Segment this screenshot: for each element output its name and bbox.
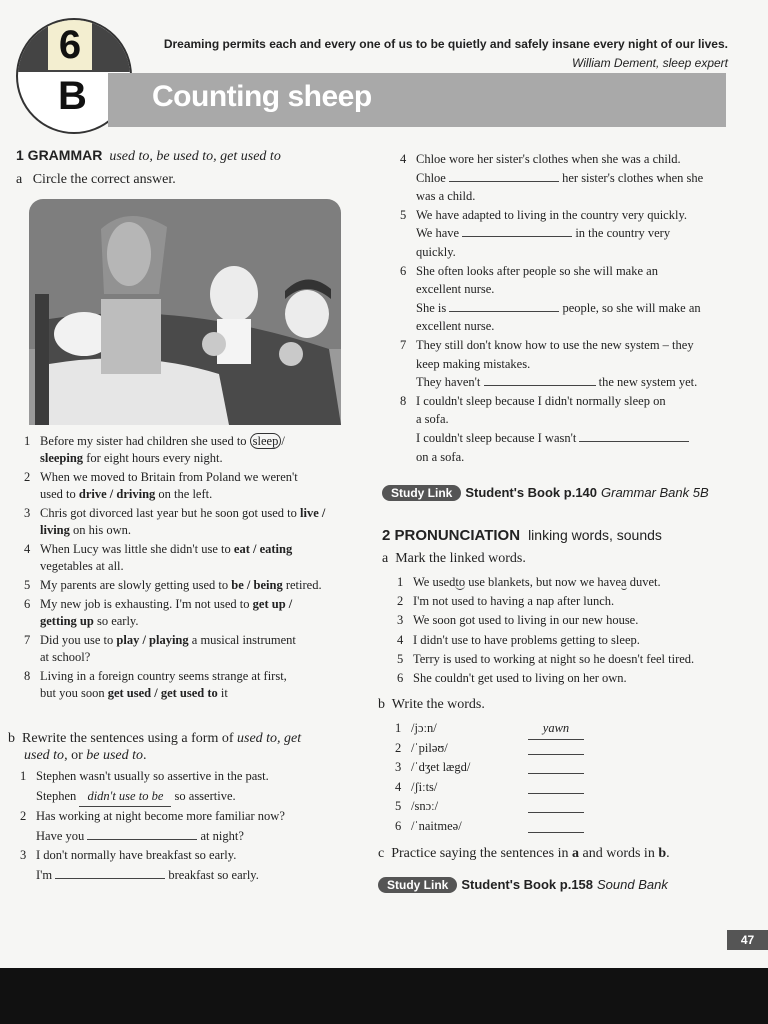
list-item: 6 She often looks after people so she will make an excellent nurse. She is people, so she will make an excellent nurse.	[400, 263, 701, 334]
option[interactable]: drive / driving	[78, 487, 156, 501]
list-item: 6 /ˈnaitmeə/	[395, 817, 595, 837]
phonetic-words	[395, 719, 595, 837]
list-item: 7 They still don't know how to use the new system – they keep making mistakes. They haven't the new system yet.	[400, 337, 698, 390]
list-item: 1 Stephen wasn't usually so assertive in the past. Stephen didn't use to be so assertive.	[20, 767, 365, 807]
answer-field[interactable]	[87, 828, 197, 840]
option[interactable]: live /	[300, 506, 326, 520]
study-link-pronunciation[interactable]	[378, 876, 668, 894]
quote-author: William Dement, sleep expert	[572, 56, 728, 70]
answer-field[interactable]	[528, 762, 584, 774]
list-item: 2 /ˈpiləʊ/	[395, 739, 595, 759]
list-item: 8 I couldn't sleep because I didn't normally sleep on a sofa. I couldn't sleep because I wasn't on a sofa.	[400, 392, 740, 466]
answer-field[interactable]	[462, 225, 572, 237]
list-item: 5 My parents are slowly getting used to be / being retired.	[24, 578, 322, 592]
answer-field[interactable]	[449, 300, 559, 312]
study-link-grammar[interactable]	[382, 484, 709, 502]
grammar-heading: 1 GRAMMAR used to, be used to, get used to	[16, 147, 281, 164]
list-item: 2 I'm not used to having a nap after lunch.	[397, 594, 615, 609]
page-number: 47	[727, 930, 768, 950]
list-item: 1 Before my sister had children she used to sleep / sleeping for eight hours every night.	[24, 434, 285, 465]
answer-field[interactable]: didn't use to be	[79, 787, 171, 808]
unit-number: 6	[48, 20, 92, 70]
list-item: 4 Chloe wore her sister's clothes when she was a child. Chloe her sister's clothes when she was a child.	[400, 152, 704, 204]
list-item: 2 Has working at night become more familiar now? Have you at night?	[20, 809, 285, 843]
pronunciation-heading: 2 PRONUNCIATION linking words, sounds	[382, 527, 662, 544]
link-mark[interactable]: to	[455, 575, 466, 589]
grammar-a-list	[24, 433, 364, 702]
option[interactable]: get used / get used to	[107, 686, 218, 700]
answer-field[interactable]: yawn	[528, 719, 584, 740]
answer-field[interactable]	[484, 374, 596, 386]
unit-letter: B	[58, 74, 87, 118]
list-item: 5 We have adapted to living in the country very quickly. We have in the country very quickly.	[400, 207, 688, 259]
list-item: 6 She couldn't get used to living on her own.	[397, 671, 627, 686]
list-item: 1 We usedto use blankets, but now we havea duvet.	[397, 575, 661, 589]
answer-field[interactable]	[528, 801, 584, 813]
bedroom-illustration	[29, 199, 341, 425]
list-item: 1 /jɔːn/ yawn	[395, 719, 595, 739]
list-item: 2 When we moved to Britain from Poland we weren't used to drive / driving on the left.	[24, 470, 298, 501]
list-item: 8 Living in a foreign country seems strange at first, but you soon get used / get used to it	[24, 669, 287, 700]
list-item: 4 When Lucy was little she didn't use to eat / eating vegetables at all.	[24, 542, 293, 573]
list-item: 5 /snɔː/	[395, 797, 595, 817]
list-item: 6 My new job is exhausting. I'm not used to get up / getting up so early.	[24, 597, 293, 628]
list-item: 7 Did you use to play / playing a musical instrument at school?	[24, 633, 296, 664]
option[interactable]: play / playing	[116, 633, 189, 647]
quote-text: Dreaming permits each and every one of us to be quietly and safely insane every night of our lives.	[163, 37, 728, 51]
list-item: 3 I don't normally have breakfast so early. I'm breakfast so early.	[20, 848, 259, 882]
grammar-a-instruction: a Circle the correct answer.	[16, 172, 176, 187]
link-mark[interactable]: a	[621, 575, 627, 589]
linking-sentences	[397, 573, 737, 688]
option[interactable]: sleeping	[40, 451, 84, 465]
list-item: 3 Chris got divorced last year but he soon got used to live / living on his own.	[24, 506, 326, 537]
list-item: 3 /ˈdʒet lægd/	[395, 758, 595, 778]
study-link-tag: Study Link	[378, 877, 457, 893]
study-link-section: Sound Bank	[597, 877, 668, 892]
list-item: 4 I didn't use to have problems getting to sleep.	[397, 632, 640, 647]
pronunciation-a-instruction: a Mark the linked words.	[382, 551, 526, 566]
answer-field[interactable]	[528, 743, 584, 755]
option[interactable]: living	[40, 523, 70, 537]
circled-answer[interactable]: sleep	[250, 433, 282, 449]
answer-field[interactable]	[55, 867, 165, 879]
study-link-tag: Study Link	[382, 485, 461, 501]
list-item: 4 /ʃiːts/	[395, 778, 595, 798]
study-link-book: Student's Book p.140	[465, 485, 598, 500]
list-item: 5 Terry is used to working at night so he doesn't feel tired.	[397, 651, 695, 666]
pronunciation-b-instruction: b Write the words.	[378, 697, 485, 712]
study-link-book: Student's Book p.158	[461, 877, 594, 892]
list-item: 3 We soon got used to living in our new house.	[397, 613, 639, 628]
rewrite-list-left	[20, 767, 365, 885]
study-link-section: Grammar Bank 5B	[601, 485, 709, 500]
pronunciation-c-instruction: c Practice saying the sentences in a and words in b.	[378, 846, 670, 861]
answer-field[interactable]	[528, 821, 584, 833]
option[interactable]: get up /	[252, 597, 293, 611]
grammar-b-instruction: b Rewrite the sentences using a form of used to, get used to, or be used to.	[8, 731, 302, 763]
answer-field[interactable]	[449, 170, 559, 182]
bottom-edge	[0, 968, 768, 1024]
page-title: Counting sheep	[152, 80, 372, 113]
rewrite-list-right	[400, 150, 740, 466]
option[interactable]: be / being	[231, 578, 283, 592]
answer-field[interactable]	[579, 430, 689, 442]
option[interactable]: eat / eating	[233, 542, 293, 556]
answer-field[interactable]	[528, 782, 584, 794]
option[interactable]: getting up	[40, 614, 94, 628]
